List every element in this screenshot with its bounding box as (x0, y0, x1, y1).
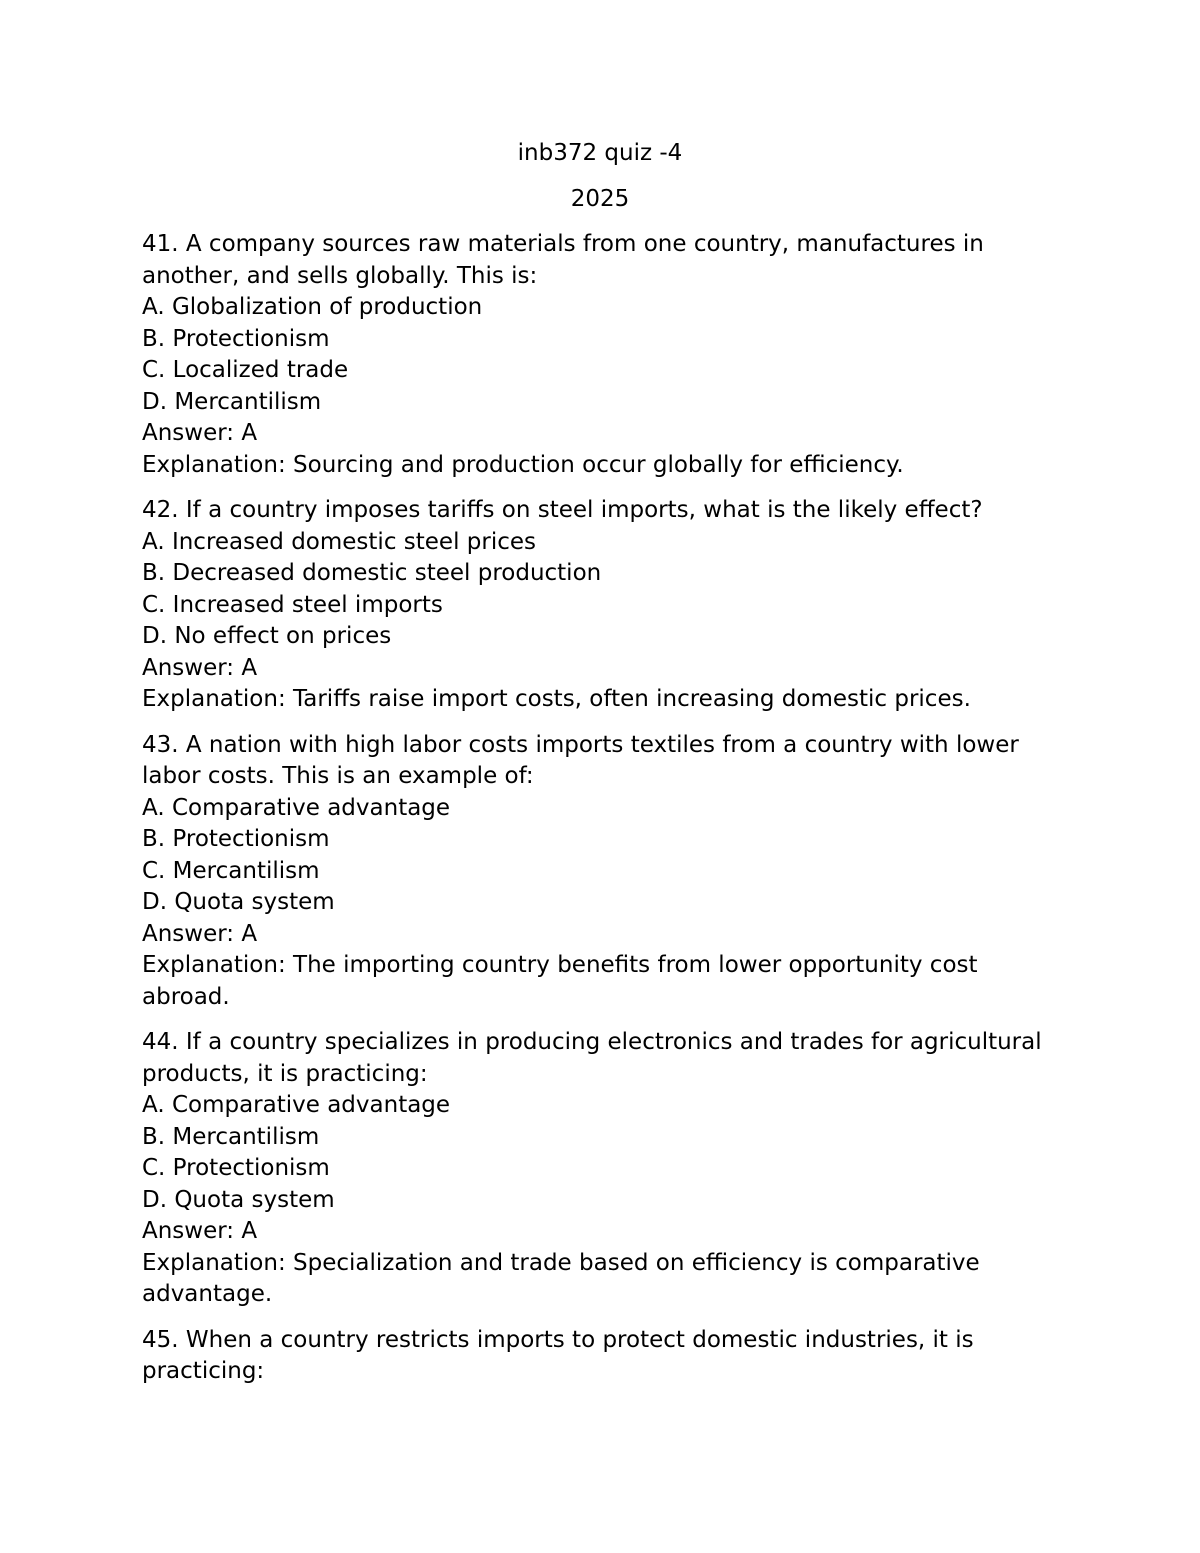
option-a: A. Increased domestic steel prices (142, 528, 536, 555)
question-text: 42. If a country imposes tariffs on steel imports, what is the likely effect? (142, 497, 983, 523)
question-44 (142, 1027, 1058, 1311)
option-b: B. Protectionism (142, 325, 330, 352)
option-a: A. Comparative advantage (142, 794, 451, 821)
question-41 (142, 229, 1058, 481)
option-a: A. Comparative advantage (142, 1092, 451, 1118)
option-d: D. No effect on prices (142, 623, 392, 649)
option-b: B. Mercantilism (142, 1123, 320, 1150)
answer: Answer: A (142, 920, 258, 947)
option-c: C. Increased steel imports (142, 591, 443, 618)
question-42 (142, 495, 1058, 716)
question-43 (142, 730, 1058, 1014)
explanation: Explanation: The importing country benefits from lower opportunity cost abroad. (142, 952, 978, 1010)
explanation: Explanation: Tariffs raise import costs, often increasing domestic prices. (142, 686, 971, 712)
question-text: 43. A nation with high labor costs imports textiles from a country with lower labor costs. This is an example of: (142, 731, 1019, 789)
option-a: A. Globalization of production (142, 294, 483, 320)
document-title: inb372 quiz -4 (517, 140, 683, 166)
explanation: Explanation: Sourcing and production occur globally for efficiency. (142, 451, 904, 478)
answer: Answer: A (142, 1218, 258, 1244)
document-year: 2025 (570, 185, 630, 212)
answer: Answer: A (142, 654, 258, 681)
option-c: C. Localized trade (142, 357, 349, 383)
document-page (142, 138, 1058, 1402)
option-d: D. Quota system (142, 889, 335, 915)
option-b: B. Decreased domestic steel production (142, 560, 602, 586)
option-d: D. Mercantilism (142, 388, 322, 415)
option-c: C. Mercantilism (142, 857, 320, 884)
option-b: B. Protectionism (142, 826, 330, 852)
question-45 (142, 1325, 1058, 1388)
option-d: D. Quota system (142, 1186, 335, 1213)
question-text: 41. A company sources raw materials from one country, manufactures in another, and sells globally. This is: (142, 231, 984, 289)
question-text: 44. If a country specializes in producing electronics and trades for agricultural products, it is practicing: (142, 1029, 1042, 1087)
question-text: 45. When a country restricts imports to protect domestic industries, it is practicing: (142, 1326, 974, 1384)
answer: Answer: A (142, 420, 258, 446)
option-c: C. Protectionism (142, 1155, 330, 1181)
explanation: Explanation: Specialization and trade based on efficiency is comparative advantage. (142, 1249, 980, 1307)
